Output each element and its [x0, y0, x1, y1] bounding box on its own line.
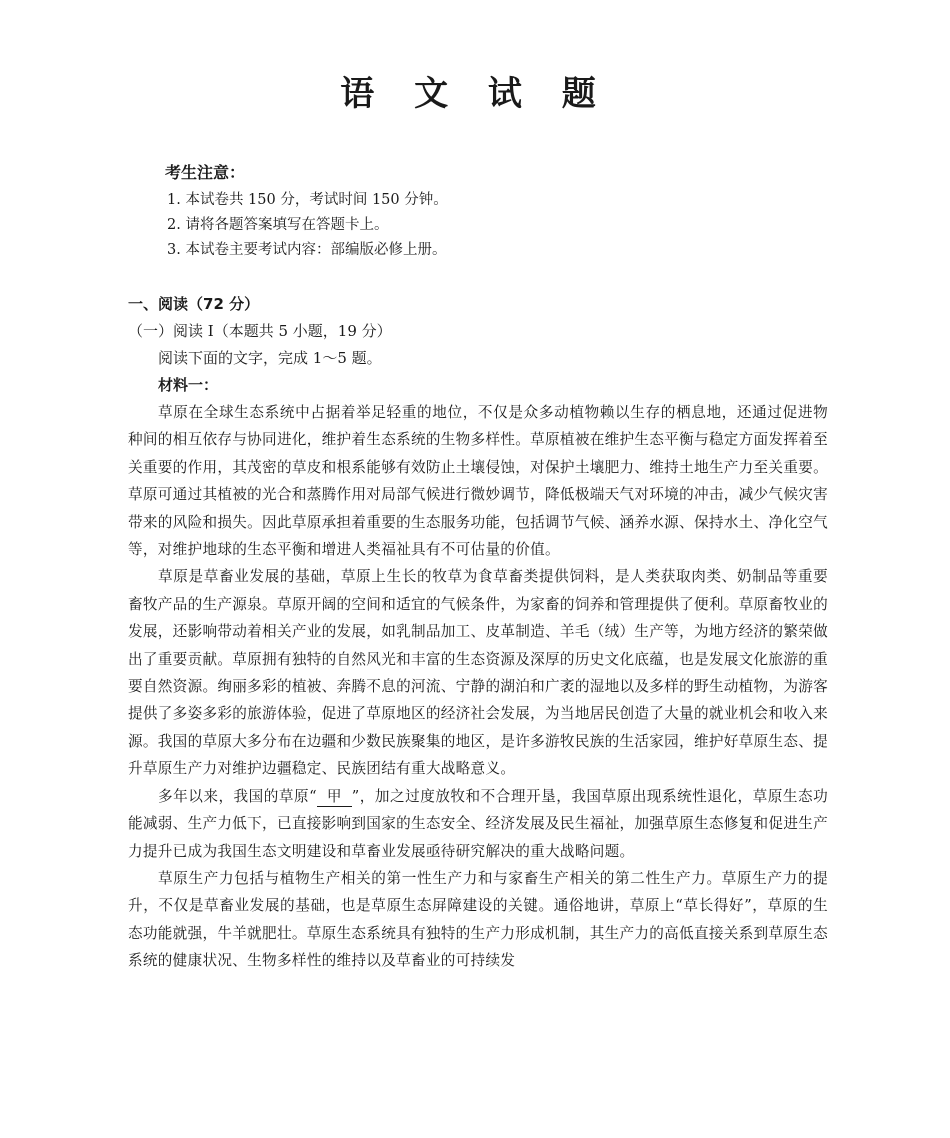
section-heading: 一、阅读（72 分） — [128, 295, 260, 313]
notice-item: 3. 本试卷主要考试内容：部编版必修上册。 — [167, 242, 447, 258]
notice-heading: 考生注意： — [165, 163, 246, 182]
paragraph: 草原在全球生态系统中占据着举足轻重的地位，不仅是众多动植物赖以生存的栖息地，还通过促进物种间的相互依存与协同进化，维护着生态系统的生物多样性。草原植被在维护生态平衡与稳定方面发挥着至关重要的作用，其茂密的草皮和根系能够有效防止土壤侵蚀，对保护土壤肥力、维持土地生产力至关重要。草原可通过其植被的光合和蒸腾作用对局部气候进行微妙调节，降低极端天气对环境的冲击，减少气候灾害带来的风险和损失。因此草原承担着重要的生态服务功能，包括调节气候、涵养水源、保持水土、净化空气等，对维护地球的生态平衡和增进人类福祉具有不可估量的价值。 — [128, 404, 829, 559]
candidate-notice — [165, 160, 845, 263]
paragraph-text: ”，加之过度放牧和不合理开垦，我国草原出现系统性退化，草原生态功能减弱、生产力低下，已直接影响到国家的生态安全、经济发展及民生福祉，加强草原生态修复和促进生产力提升已成为我国生态文明建设和草畜业发展亟待研究解决的重大战略问题。 — [128, 787, 829, 860]
paragraph: 草原生产力包括与植物生产相关的第一性生产力和与家畜生产相关的第二性生产力。草原生产力的提升，不仅是草畜业发展的基础，也是草原生态屏障建设的关键。通俗地讲，草原上“草长得好”，草原的生态功能就强，牛羊就肥壮。草原生态系统具有独特的生产力形成机制，其生产力的高低直接关系到草原生态系统的健康状况、生物多样性的维持以及草畜业的可持续发 — [128, 869, 829, 970]
fill-blank: 甲 — [317, 788, 352, 807]
paragraph-with-blank — [128, 783, 828, 865]
reading-section — [128, 291, 828, 975]
page-title: 语 文 试 题 — [340, 74, 610, 114]
subsection-heading: （一）阅读 Ⅰ（本题共 5 小题，19 分） — [128, 322, 392, 340]
notice-item: 1. 本试卷共 150 分，考试时间 150 分钟。 — [167, 192, 448, 208]
notice-item: 2. 请将各题答案填写在答题卡上。 — [167, 217, 389, 233]
paragraph: 草原是草畜业发展的基础，草原上生长的牧草为食草畜类提供饲料，是人类获取肉类、奶制品等重要畜牧产品的生产源泉。草原开阔的空间和适宜的气候条件，为家畜的饲养和管理提供了便利。草原畜牧业的发展，还影响带动着相关产业的发展，如乳制品加工、皮革制造、羊毛（绒）生产等，为地方经济的繁荣做出了重要贡献。草原拥有独特的自然风光和丰富的生态资源及深厚的历史文化底蕴，也是发展文化旅游的重要自然资源。绚丽多彩的植被、奔腾不息的河流、宁静的湖泊和广袤的湿地以及多样的野生动植物，为游客提供了多姿多彩的旅游体验，促进了草原地区的经济社会发展，为当地居民创造了大量的就业机会和收入来源。我国的草原大多分布在边疆和少数民族聚集的地区，是许多游牧民族的生活家园，维护好草原生态、提升草原生产力对维护边疆稳定、民族团结有重大战略意义。 — [128, 568, 829, 778]
instruction-text: 阅读下面的文字，完成 1～5 题。 — [158, 349, 382, 367]
material-label: 材料一： — [158, 376, 219, 394]
paragraph-text: 多年以来，我国的草原“ — [158, 787, 317, 805]
